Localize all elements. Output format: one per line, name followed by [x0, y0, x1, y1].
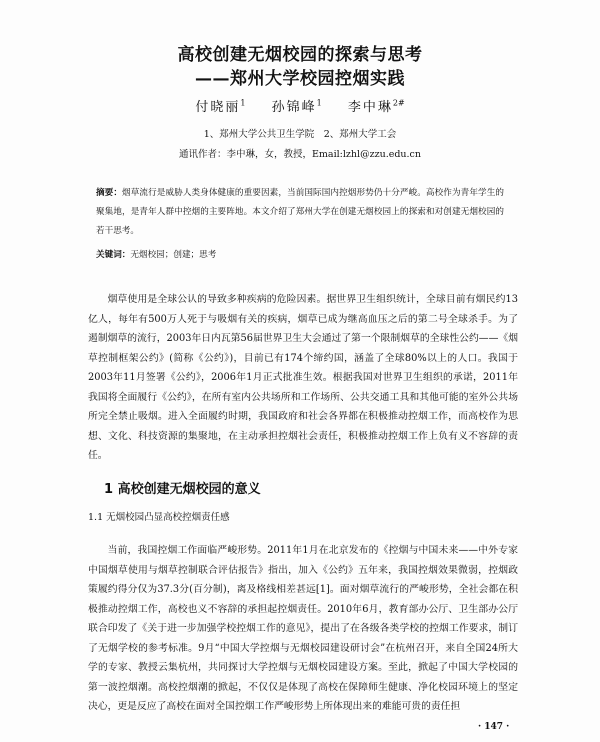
paper-subtitle: ——郑州大学校园控烟实践	[195, 69, 405, 89]
section-heading: 1 高校创建无烟校园的意义	[104, 482, 261, 497]
abstract-text: 烟草流行是威胁人类身体健康的重要因素，当前国际国内控烟形势仍十分严峻。高校作为青年学生的聚集地，是青年人群中控烟的主要阵地。本文介绍了郑州大学在创建无烟校园上的探索和对创建无烟校园的若干思考。	[96, 188, 504, 236]
author-list	[0, 96, 600, 115]
keywords-text: 无烟校园；创建；思考	[130, 250, 217, 260]
abstract	[96, 184, 504, 241]
keywords-label: 关键词：	[96, 250, 131, 260]
affiliations: 1、郑州大学公共卫生学院 2、郑州大学工会	[203, 129, 397, 140]
keywords	[96, 248, 504, 260]
author: 付晓丽$^1$	[195, 98, 246, 115]
page-number: · 147 ·	[478, 722, 510, 732]
author: 李中琳$^{2\#}$	[347, 98, 405, 115]
subsection-heading: 1.1 无烟校园凸显高校控烟责任感	[88, 512, 230, 523]
author: 孙锦峰$^1$	[271, 98, 322, 115]
correspondence: 通讯作者：李中琳，女，教授，Email:lzhl@zzu.edu.cn	[178, 149, 421, 160]
paper-title: 高校创建无烟校园的探索与思考	[177, 45, 423, 65]
abstract-label: 摘要：	[96, 188, 123, 198]
body-paragraph: 烟草使用是全球公认的导致多种疾病的危险因素。据世界卫生组织统计，全球目前有烟民约13亿人，每年有500万人死于与吸烟有关的疾病，烟草已成为继高血压之后的第二号全球杀手。为了遏制烟草的流行，2003年日内瓦第56届世界卫生大会通过了第一个限制烟草的全球性公约——《烟草控制框架公约》(简称《公约》)，目前已有174个缔约国，涵盖了全球80%以上的人口。我国于2003年11月签署《公约》，2006年1月正式批准生效。根据我国对世界卫生组织的承诺，2011年我国将全面履行《公约》，在所有室内公共场所和工作场所、公共交通工具和其他可能的室外公共场所完全禁止吸烟。进入全面履约时期，我国政府和社会各界都在积极推动控烟工作，而高校作为思想、文化、科技资源的集聚地，在主动承担控烟社会责任，积极推动控烟工作上负有义不容辞的责任。	[88, 294, 518, 461]
body-paragraph: 当前，我国控烟工作面临严峻形势。2011年1月在北京发布的《控烟与中国未来——中外专家中国烟草使用与烟草控制联合评估报告》指出，加入《公约》五年来，我国控烟效果微弱，控烟政策履约得分仅为37.3分(百分制)，离及格线相差甚远[1]。面对烟草流行的严峻形势，全社会都在积极推动控烟工作，高校也义不容辞的承担起控烟责任。2010年6月，教育部办公厅、卫生部办公厅联合印发了《关于进一步加强学校控烟工作的意见》，提出了在各级各类学校的控烟工作要求，制订了无烟学校的参考标准。9月“中国大学控烟与无烟校园建设研讨会”在杭州召开，来自全国24所大学的专家、教授云集杭州，共同探讨大学控烟与无烟校园建设方案。至此，掀起了中国大学校园的第一波控烟潮。高校控烟潮的掀起，不仅仅是体现了高校在保障师生健康、净化校园环境上的坚定决心，更是反应了高校在面对全国控烟工作严峻形势上所体现出来的难能可贵的责任担	[88, 545, 518, 712]
